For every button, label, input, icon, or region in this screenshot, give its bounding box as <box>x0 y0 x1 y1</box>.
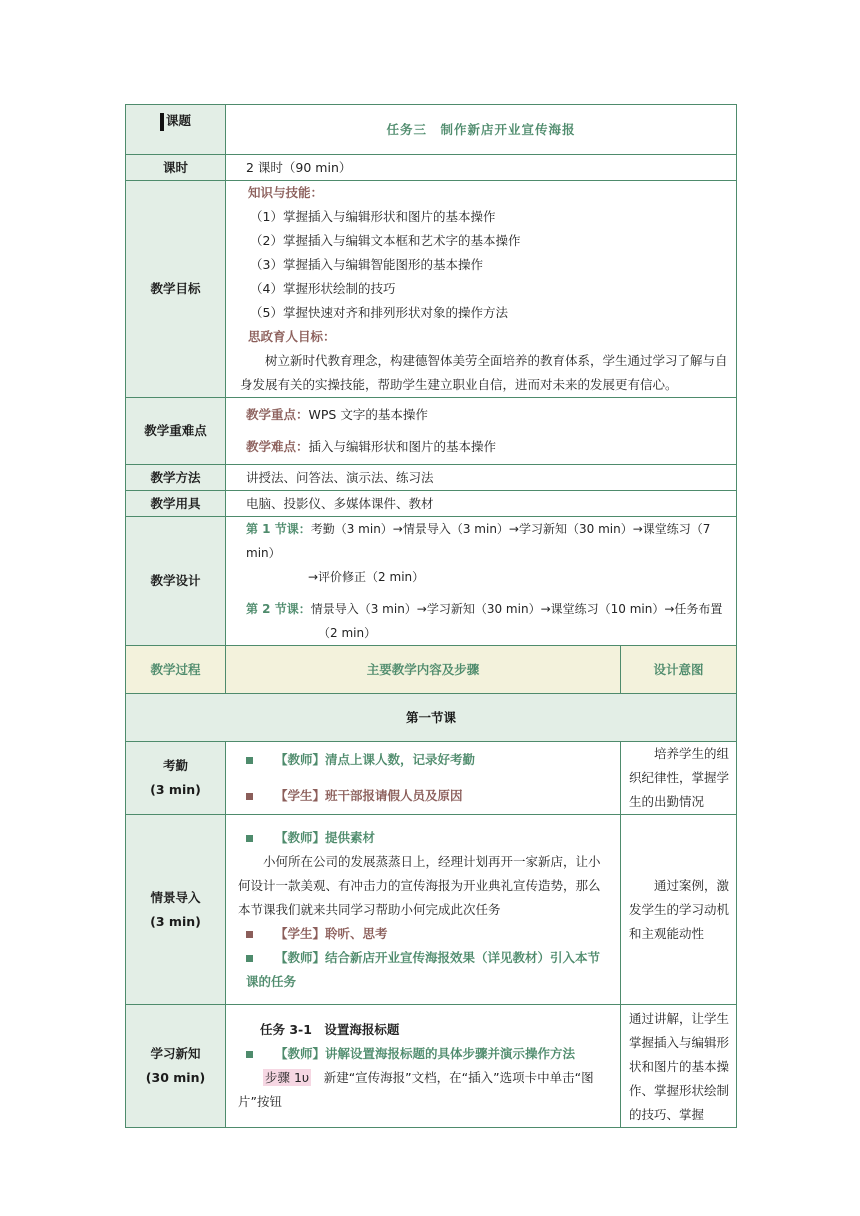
knowledge-item-5: （5）掌握快速对齐和排列形状对象的操作方法 <box>250 305 508 320</box>
design-label: 教学设计 <box>126 517 226 646</box>
step-label: 步骤 1υ <box>265 1070 310 1085</box>
methods-label: 教学方法 <box>126 465 226 491</box>
knowledge-item-3: （3）掌握插入与编辑智能图形的基本操作 <box>250 257 483 272</box>
scenario-label-cell <box>126 815 226 1005</box>
attendance-label-cell <box>126 742 226 815</box>
focus-label: 教学重点： <box>246 407 309 422</box>
task-title: 任务 3-1 设置海报标题 <box>260 1022 400 1037</box>
new-knowledge-label-cell <box>126 1005 226 1128</box>
square-bullet-icon <box>246 931 253 938</box>
new-knowledge-row <box>126 1005 737 1128</box>
design-row <box>126 517 737 646</box>
knowledge-item-2: （2）掌握插入与编辑文本框和艺术字的基本操作 <box>250 233 521 248</box>
scenario-teacher1: 【教师】提供素材 <box>275 829 376 845</box>
section-title: 第一节课 <box>126 694 737 742</box>
new-knowledge-label: 学习新知 <box>150 1046 201 1061</box>
objectives-row <box>126 181 737 398</box>
scenario-content <box>226 815 621 1005</box>
process-header-col2: 主要教学内容及步骤 <box>226 646 621 694</box>
ideology-title: 思政育人目标： <box>248 329 336 344</box>
tools-row <box>126 491 737 517</box>
knowledge-item-1: （1）掌握插入与编辑形状和图片的基本操作 <box>250 209 496 224</box>
methods-value: 讲授法、问答法、演示法、练习法 <box>226 465 737 491</box>
topic-label: 课题 <box>165 113 191 128</box>
scenario-intent: 通过案例，激发学生的学习动机和主观能动性 <box>621 815 737 1005</box>
square-bullet-icon <box>246 835 253 842</box>
lesson-plan-table <box>125 104 737 1128</box>
cursor-mark-icon <box>160 113 164 131</box>
ideology-text: 树立新时代教育理念，构建德智体美劳全面培养的教育体系，学生通过学习了解与自身发展有关的实操技能，帮助学生建立职业自信，进而对未来的发展更有信心。 <box>240 353 728 392</box>
scenario-story: 小何所在公司的发展蒸蒸日上，经理计划再开一家新店，让小何设计一款美观、有冲击力的宣传海报为开业典礼宣传造势，那么本节课我们就来共同学习帮助小何完成此次任务 <box>238 853 601 917</box>
new-knowledge-intent: 通过讲解，让学生掌握插入与编辑形状和图片的基本操作、掌握形状绘制的技巧、掌握 <box>621 1005 737 1128</box>
design-content <box>226 517 737 646</box>
difficulty-text: 插入与编辑形状和图片的基本操作 <box>308 439 497 454</box>
attendance-teacher: 【教师】清点上课人数，记录好考勤 <box>275 752 476 767</box>
process-header-col3: 设计意图 <box>621 646 737 694</box>
key-points-content <box>226 398 737 465</box>
scenario-label: 情景导入 <box>150 889 201 905</box>
square-bullet-icon <box>246 793 253 800</box>
new-knowledge-content <box>226 1005 621 1128</box>
new-knowledge-time: (30 min) <box>145 1070 206 1085</box>
lesson2-text: 情景导入（3 min）→学习新知（30 min）→课堂练习（10 min）→任务布置 <box>310 602 723 616</box>
key-points-label: 教学重难点 <box>126 398 226 465</box>
lesson1-text: 考勤（3 min）→情景导入（3 min）→学习新知（30 min）→课堂练习（7 min） <box>246 522 711 560</box>
attendance-content <box>226 742 621 815</box>
lesson2-cont: （2 min） <box>318 626 377 640</box>
objectives-content <box>226 181 737 398</box>
attendance-student: 【学生】班干部报请假人员及原因 <box>275 788 463 803</box>
lesson1-label: 第 1 节课： <box>246 522 311 536</box>
knowledge-title: 知识与技能： <box>248 185 324 200</box>
scenario-row <box>126 815 737 1005</box>
hours-value: 2 课时（90 min） <box>226 155 737 181</box>
attendance-label: 考勤 <box>162 758 188 773</box>
topic-label-cell <box>126 105 226 155</box>
tools-value: 电脑、投影仪、多媒体课件、教材 <box>226 491 737 517</box>
tools-label: 教学用具 <box>126 491 226 517</box>
square-bullet-icon <box>246 1051 253 1058</box>
scenario-teacher2: 【教师】结合新店开业宣传海报效果（详见教材）引入本节课的任务 <box>246 949 601 989</box>
step-text: 新建“宣传海报”文档，在“插入”选项卡中单击“图片”按钮 <box>238 1070 594 1109</box>
lesson1-cont: →评价修正（2 min） <box>308 570 425 584</box>
process-header-col1: 教学过程 <box>126 646 226 694</box>
square-bullet-icon <box>246 757 253 764</box>
attendance-time: (3 min) <box>150 782 201 797</box>
topic-title: 任务三 制作新店开业宣传海报 <box>226 105 737 155</box>
section-row <box>126 694 737 742</box>
hours-label: 课时 <box>126 155 226 181</box>
difficulty-label: 教学难点： <box>246 439 309 454</box>
lesson2-label: 第 2 节课： <box>246 602 311 616</box>
attendance-intent: 培养学生的组织纪律性，掌握学生的出勤情况 <box>621 742 737 815</box>
key-points-row <box>126 398 737 465</box>
hours-row <box>126 155 737 181</box>
objectives-label: 教学目标 <box>126 181 226 398</box>
attendance-row <box>126 742 737 815</box>
knowledge-item-4: （4）掌握形状绘制的技巧 <box>250 281 396 296</box>
scenario-time: (3 min) <box>150 913 201 929</box>
scenario-student: 【学生】聆听、思考 <box>275 925 388 941</box>
focus-text: WPS 文字的基本操作 <box>308 407 428 422</box>
new-knowledge-teacher: 【教师】讲解设置海报标题的具体步骤并演示操作方法 <box>275 1046 576 1061</box>
topic-row <box>126 105 737 155</box>
square-bullet-icon <box>246 955 253 962</box>
methods-row <box>126 465 737 491</box>
process-header-row <box>126 646 737 694</box>
